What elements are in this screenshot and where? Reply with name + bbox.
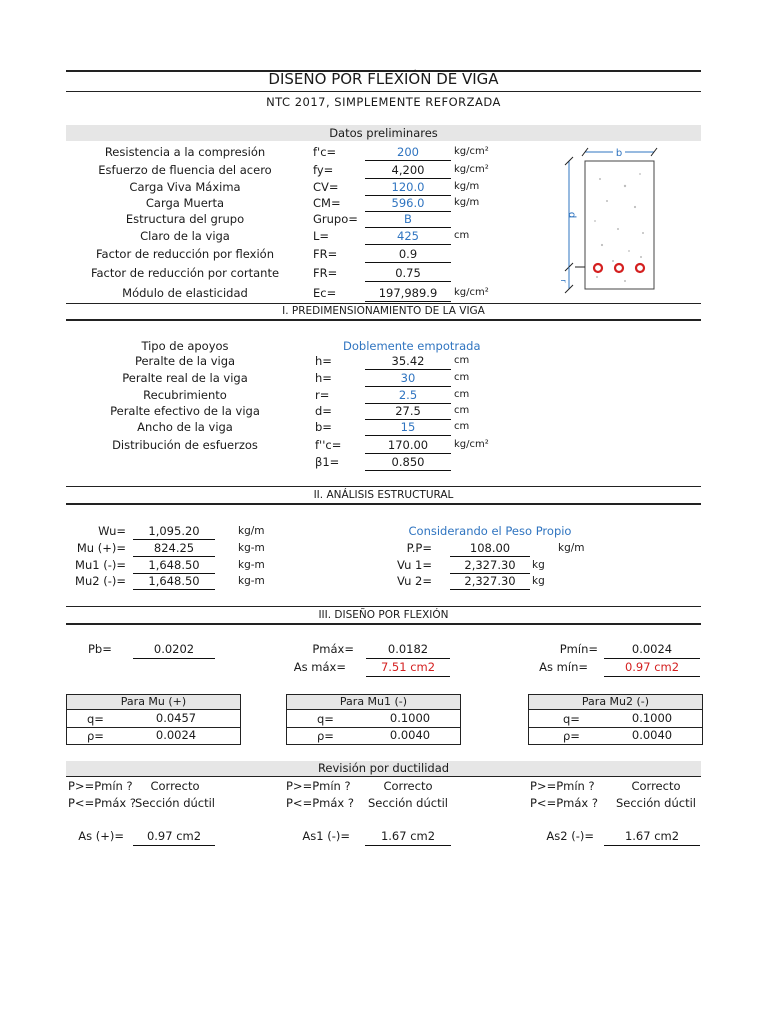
datos-row-symbol: Grupo= — [313, 212, 358, 226]
analisis-left-unit: kg/m — [238, 525, 265, 537]
predim-row-unit: cm — [454, 405, 470, 416]
d-label: d — [566, 211, 577, 219]
analisis-left-unit: kg-m — [238, 575, 265, 587]
box-mu2-neg-title: Para Mu2 (-) — [529, 695, 702, 710]
asmax-value: 7.51 cm2 — [380, 660, 436, 674]
asmax-label: As máx= — [293, 660, 346, 674]
box-mu1-neg-rho-value: 0.0040 — [389, 728, 431, 742]
datos-row-unit: kg/m — [454, 181, 480, 192]
ductility-question-max: P<=Pmáx ? — [68, 796, 136, 810]
datos-row-symbol: fy= — [313, 163, 334, 177]
pmax-value: 0.0182 — [387, 642, 429, 656]
predim-row-label: Ancho de la viga — [137, 420, 233, 434]
predim-row-underline — [365, 386, 451, 387]
ductility-answer-max: Sección dúctil — [615, 796, 696, 810]
datos-row-underline — [365, 227, 451, 228]
as-result-value: 0.97 cm2 — [146, 829, 202, 843]
box-mu2-neg-rho-value: 0.0040 — [631, 728, 673, 742]
datos-row-value: B — [404, 212, 412, 226]
datos-row-value: 4,200 — [391, 163, 425, 177]
box-mu-pos-q-label: q= — [87, 712, 104, 726]
datos-row-unit: kg/cm² — [454, 164, 489, 175]
as-result-underline — [365, 845, 451, 846]
pmin-value: 0.0024 — [631, 642, 673, 656]
ductility-question-max: P<=Pmáx ? — [530, 796, 598, 810]
predim-bottom-rule — [66, 486, 701, 487]
analisis-left-underline — [133, 539, 215, 540]
predim-row-symbol: b= — [315, 420, 332, 434]
as-result-underline — [133, 845, 215, 846]
analisis-left-symbol: Mu1 (-)= — [75, 558, 126, 572]
datos-row-label: Carga Viva Máxima — [129, 180, 241, 194]
box-mu2-neg-rho-label: ρ= — [563, 729, 580, 743]
datos-row-label: Estructura del grupo — [125, 212, 245, 226]
predim-row-symbol: h= — [315, 354, 332, 368]
predim-row-label: Distribución de esfuerzos — [112, 438, 258, 452]
box-mu1-neg-q-value: 0.1000 — [389, 711, 431, 725]
predim-row-label: Peralte real de la viga — [122, 371, 248, 385]
pb-label: Pb= — [88, 642, 112, 656]
predim-row-value: 27.5 — [395, 404, 421, 418]
predim-row-value: 35.42 — [391, 354, 425, 368]
predim-row-symbol: r= — [315, 388, 330, 402]
datos-row-unit: kg/m — [454, 197, 480, 208]
predim-row-label: Recubrimiento — [143, 388, 227, 402]
asmin-value: 0.97 cm2 — [624, 660, 680, 674]
analisis-right-unit: kg — [532, 559, 545, 571]
page-subtitle: NTC 2017, SIMPLEMENTE REFORZADA — [266, 95, 501, 109]
datos-row-symbol: FR= — [313, 247, 338, 261]
box-mu2-neg-q-label: q= — [563, 712, 580, 726]
pmax-underline — [366, 658, 450, 659]
predim-row-symbol: β1= — [315, 455, 340, 469]
as-result-label: As1 (-)= — [302, 829, 350, 843]
box-mu-pos-q-value: 0.0457 — [155, 711, 197, 725]
datos-row-symbol: CV= — [313, 180, 339, 194]
analisis-right-unit: kg — [532, 575, 545, 587]
title-rule — [66, 91, 701, 92]
datos-row-value: 425 — [397, 229, 419, 243]
datos-row-underline — [365, 244, 451, 245]
analisis-right-underline — [450, 556, 530, 557]
analisis-left-symbol: Mu (+)= — [76, 541, 126, 555]
box-mu-pos — [66, 694, 241, 745]
datos-row-symbol: L= — [313, 229, 330, 243]
as-result-label: As (+)= — [78, 829, 124, 843]
analisis-left-value: 1,648.50 — [148, 574, 200, 588]
box-mu2-neg — [528, 694, 703, 745]
analisis-right-value: 108.00 — [469, 541, 511, 555]
ductility-answer-min: Correcto — [631, 779, 681, 793]
datos-row-label: Resistencia a la compresión — [104, 145, 266, 159]
datos-row-value: 120.0 — [391, 180, 425, 194]
datos-row-underline — [365, 301, 451, 302]
analisis-right-symbol: Vu 2= — [397, 574, 432, 588]
predim-row-value: 30 — [400, 371, 416, 385]
analisis-right-symbol: P.P= — [406, 541, 432, 555]
datos-row-underline — [365, 160, 451, 161]
box-mu1-neg-q-label: q= — [317, 712, 334, 726]
datos-row-value: 197,989.9 — [378, 286, 438, 300]
analisis-left-underline — [133, 556, 215, 557]
ductility-answer-min: Correcto — [150, 779, 200, 793]
pb-underline — [133, 658, 215, 659]
predim-row-value: 170.00 — [387, 438, 429, 452]
predim-rule — [66, 319, 701, 321]
datos-row-symbol: f'c= — [313, 145, 337, 159]
datos-row-label: Esfuerzo de fluencia del acero — [98, 163, 272, 177]
analisis-left-value: 1,095.20 — [148, 524, 200, 538]
analisis-right-symbol: Vu 1= — [397, 558, 432, 572]
analisis-right-underline — [450, 589, 530, 590]
box-mu2-neg-q-value: 0.1000 — [631, 711, 673, 725]
analisis-left-value: 824.25 — [153, 541, 195, 555]
datos-row-symbol: FR= — [313, 266, 338, 280]
datos-row-label: Claro de la viga — [140, 229, 230, 243]
analisis-left-symbol: Wu= — [98, 524, 126, 538]
predim-row-value: 2.5 — [398, 388, 418, 402]
pmin-label: Pmín= — [559, 642, 598, 656]
as-result-underline — [604, 845, 700, 846]
box-mu1-neg — [286, 694, 461, 745]
analisis-left-value: 1,648.50 — [148, 558, 200, 572]
ductility-question-min: P>=Pmín ? — [286, 779, 351, 793]
box-mu-pos-rho-value: 0.0024 — [155, 728, 197, 742]
analisis-heading: II. ANÁLISIS ESTRUCTURAL — [313, 489, 454, 501]
analisis-right-value: 2,327.30 — [464, 574, 516, 588]
datos-row-underline — [365, 262, 451, 263]
predim-row-underline — [365, 369, 451, 370]
predim-row-underline — [365, 453, 451, 454]
asmin-label: As mín= — [539, 660, 588, 674]
predim-row-label: Peralte efectivo de la viga — [110, 404, 260, 418]
asmin-underline — [604, 676, 700, 677]
predim-row-unit: kg/cm² — [454, 439, 489, 450]
predim-row-symbol: h= — [315, 371, 332, 385]
ductility-question-min: P>=Pmín ? — [68, 779, 133, 793]
pb-value: 0.0202 — [153, 642, 195, 656]
pmin-underline — [604, 658, 700, 659]
peso-propio-title: Considerando el Peso Propio — [408, 524, 572, 538]
ductility-answer-max: Sección dúctil — [135, 796, 216, 810]
datos-row-label: Factor de reducción por cortante — [90, 266, 280, 280]
predim-row-underline — [365, 435, 451, 436]
datos-row-label: Módulo de elasticidad — [122, 286, 248, 300]
analisis-left-unit: kg-m — [238, 542, 265, 554]
datos-row-underline — [365, 178, 451, 179]
pmax-label: Pmáx= — [312, 642, 354, 656]
datos-row-value: 200 — [397, 145, 419, 159]
box-mu-pos-title: Para Mu (+) — [67, 695, 240, 710]
as-result-value: 1.67 cm2 — [380, 829, 436, 843]
box-mu1-neg-title: Para Mu1 (-) — [287, 695, 460, 710]
support-value: Doblemente empotrada — [343, 339, 481, 353]
predim-row-unit: cm — [454, 355, 470, 366]
predim-row-unit: cm — [454, 372, 470, 383]
predim-row-unit: cm — [454, 389, 470, 400]
ductility-answer-max: Sección dúctil — [367, 796, 448, 810]
diseno-rule — [66, 623, 701, 625]
datos-row-label: Factor de reducción por flexión — [95, 247, 274, 261]
datos-row-label: Carga Muerta — [145, 196, 225, 210]
ductility-question-max: P<=Pmáx ? — [286, 796, 354, 810]
diseno-heading: III. DISEÑO POR FLEXIÓN — [318, 609, 449, 621]
analisis-right-unit: kg/m — [558, 542, 585, 554]
analisis-right-value: 2,327.30 — [464, 558, 516, 572]
datos-heading: Datos preliminares — [329, 126, 438, 140]
predim-row-unit: cm — [454, 421, 470, 432]
datos-row-symbol: CM= — [313, 196, 341, 210]
analisis-bottom-rule — [66, 606, 701, 607]
page-title: DISEÑO POR FLEXIÓN DE VIGA — [268, 70, 499, 88]
analisis-left-symbol: Mu2 (-)= — [75, 574, 126, 588]
datos-row-value: 0.9 — [398, 247, 418, 261]
datos-row-underline — [365, 281, 451, 282]
revision-rule — [66, 776, 701, 777]
predim-row-symbol: f''c= — [315, 438, 342, 452]
datos-row-value: 596.0 — [391, 196, 425, 210]
predim-row-value: 0.850 — [391, 455, 425, 469]
datos-row-value: 0.75 — [395, 266, 421, 280]
analisis-left-underline — [133, 589, 215, 590]
asmax-underline — [366, 676, 450, 677]
datos-row-unit: kg/cm² — [454, 146, 489, 157]
predim-row-value: 15 — [400, 420, 416, 434]
as-result-value: 1.67 cm2 — [624, 829, 680, 843]
box-mu-pos-rho-label: ρ= — [87, 729, 104, 743]
as-result-label: As2 (-)= — [546, 829, 594, 843]
datos-row-symbol: Ec= — [313, 286, 337, 300]
ductility-answer-min: Correcto — [383, 779, 433, 793]
predim-heading: I. PREDIMENSIONAMIENTO DE LA VIGA — [282, 305, 485, 317]
datos-row-unit: cm — [454, 230, 470, 241]
b-label: b — [615, 148, 623, 159]
beam-section-diagram — [555, 141, 670, 296]
predim-row-underline — [365, 470, 451, 471]
ductility-question-min: P>=Pmín ? — [530, 779, 595, 793]
analisis-left-unit: kg-m — [238, 559, 265, 571]
predim-row-symbol: d= — [315, 404, 332, 418]
analisis-rule — [66, 503, 701, 505]
support-label: Tipo de apoyos — [141, 339, 229, 353]
box-mu1-neg-rho-label: ρ= — [317, 729, 334, 743]
r-label: r — [559, 279, 568, 283]
datos-row-unit: kg/cm² — [454, 287, 489, 298]
predim-row-label: Peralte de la viga — [134, 354, 236, 368]
revision-heading: Revisión por ductilidad — [317, 761, 450, 775]
